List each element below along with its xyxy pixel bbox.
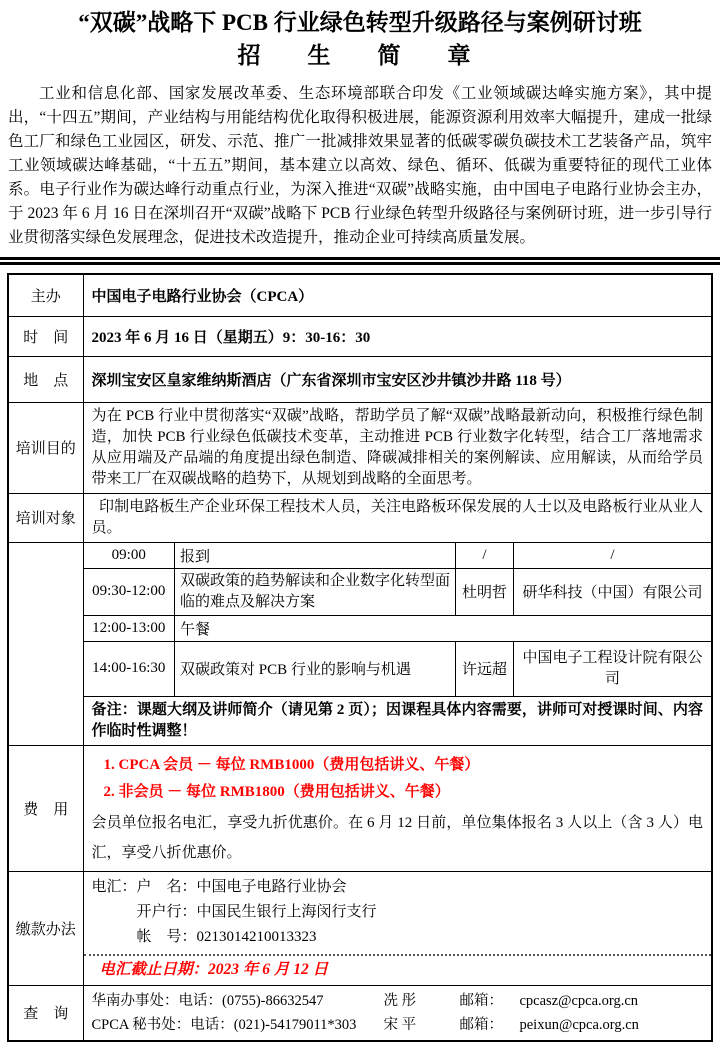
afternoon-company: 中国电子工程设计院有限公司 xyxy=(514,641,712,696)
checkin-company: / xyxy=(514,543,712,569)
schedule-row-checkin xyxy=(84,543,712,569)
row-schedule xyxy=(8,542,712,745)
dotted-separator xyxy=(84,954,712,956)
morning-time: 09:30-12:00 xyxy=(84,568,175,615)
row-fee xyxy=(8,745,712,871)
contact-line-secretariat xyxy=(92,1013,704,1037)
organizer-value: 中国电子电路行业协会（CPCA） xyxy=(83,274,712,316)
payment-value xyxy=(83,871,712,985)
organizer-label: 主办 xyxy=(8,274,83,316)
morning-speaker: 杜明哲 xyxy=(456,568,514,615)
schedule-row-note xyxy=(84,696,712,745)
fee-discount-text: 会员单位报名电汇，享受九折优惠价。在 6 月 12 日前，单位集体报名 3 人以上（含 3 人）电汇，享受八折优惠价。 xyxy=(91,814,703,861)
time-label: 时 间 xyxy=(8,316,83,356)
info-table xyxy=(7,273,713,1042)
contact-mail-label: 邮箱： xyxy=(459,992,503,1009)
schedule-host-cell xyxy=(83,542,712,745)
morning-company: 研华科技（中国）有限公司 xyxy=(514,568,712,615)
schedule-note: 备注：课题大纲及讲师简介（请见第 2 页）；因课程具体内容需要，讲师可对授课时间、内容作临时性调整！ xyxy=(84,696,712,745)
time-value: 2023 年 6 月 16 日（星期五）9：30-16：30 xyxy=(83,316,712,356)
payment-label: 缴款办法 xyxy=(8,871,83,985)
row-organizer xyxy=(8,274,712,316)
fee-member-price: 1. CPCA 会员 － 每位 RMB1000（费用包括讲义、午餐） xyxy=(103,756,480,773)
schedule-row-morning xyxy=(84,568,712,615)
afternoon-topic: 双碳政策对 PCB 行业的影响与机遇 xyxy=(175,641,456,696)
row-audience xyxy=(8,493,712,542)
contact-email: cpcasz@cpca.org.cn xyxy=(519,992,639,1009)
schedule-row-afternoon xyxy=(84,641,712,696)
row-inquiry xyxy=(8,985,712,1041)
payment-account-name: 电汇：户 名：中国电子电路行业协会 xyxy=(91,878,347,895)
fee-label: 费 用 xyxy=(8,745,83,871)
row-time xyxy=(8,316,712,356)
afternoon-speaker: 许远超 xyxy=(456,641,514,696)
checkin-time: 09:00 xyxy=(84,543,175,569)
contact-person: 宋 平 xyxy=(383,1016,417,1033)
fee-nonmember-price: 2. 非会员 － 每位 RMB1800（费用包括讲义、午餐） xyxy=(103,783,450,800)
schedule-row-lunch xyxy=(84,615,712,641)
contact-email: peixun@cpca.org.cn xyxy=(519,1016,639,1033)
contact-office-phone: 华南办事处：电话：(0755)-86632547 xyxy=(91,992,324,1009)
schedule-empty-label xyxy=(8,542,83,745)
inquiry-label: 查 询 xyxy=(8,985,83,1041)
schedule-table xyxy=(84,543,712,745)
contact-office-phone: CPCA 秘书处：电话：(021)-54179011*303 xyxy=(91,1016,357,1033)
page-subtitle: 招 生 简 章 xyxy=(237,43,483,68)
contact-mail-label: 邮箱： xyxy=(459,1016,503,1033)
location-label: 地 点 xyxy=(8,356,83,402)
payment-account-number: 帐 号：0213014210013323 xyxy=(136,928,317,945)
purpose-label: 培训目的 xyxy=(8,402,83,493)
lunch-topic: 午餐 xyxy=(175,615,712,641)
inquiry-value xyxy=(83,985,712,1041)
page-title: “双碳”战略下 PCB 行业绿色转型升级路径与案例研讨班 xyxy=(78,10,642,35)
audience-label: 培训对象 xyxy=(8,493,83,542)
row-payment xyxy=(8,871,712,985)
double-rule-divider xyxy=(0,257,720,265)
contact-person: 冼 彤 xyxy=(383,992,417,1009)
intro-paragraph: 工业和信息化部、国家发展改革委、生态环境部联合印发《工业领域碳达峰实施方案》，其中提出，“十四五”期间，产业结构与用能结构优化取得积极进展，能源资源利用效率大幅提升，建成一批绿色工厂和绿色工业园区，研发、示范、推广一批减排效果显著的低碳零碳负碳技术工艺装备产品，筑牢工业领域碳达峰基础，“十五五”期间，基本建立以高效、绿色、循环、低碳为重要特征的现代工业体系。电子行业作为碳达峰行动重点行业，为深入推进“双碳”战略实施，由中国电子电路行业协会主办，于 2023 年 6 月 16 日在深圳召开“双碳”战略下 PCB 行业绿色转型升级路径与案例研讨班，进一步引导行业贯彻落实绿色发展理念，促进技术改造提升，推动企业可持续高质量发展。 xyxy=(8,85,712,246)
contact-line-south xyxy=(92,989,704,1013)
checkin-topic: 报到 xyxy=(175,543,456,569)
row-purpose xyxy=(8,402,712,493)
payment-bank: 开户行：中国民生银行上海闵行支行 xyxy=(136,903,377,920)
purpose-value: 为在 PCB 行业中贯彻落实“双碳”战略，帮助学员了解“双碳”战略最新动向，积极推行绿色制造，加快 PCB 行业绿色低碳技术变革，主动推进 PCB 行业数字化转型，结合工厂落地需求从应用端及产品端的角度提出绿色制造、降碳减排相关的案例解读、应用解读，从而给学员带来工厂在双碳战略的趋势下，从规划到战略的全面思考。 xyxy=(83,402,712,493)
fee-value xyxy=(83,745,712,871)
morning-topic: 双碳政策的趋势解读和企业数字化转型面临的难点及解决方案 xyxy=(175,568,456,615)
lunch-time: 12:00-13:00 xyxy=(84,615,175,641)
checkin-speaker: / xyxy=(456,543,514,569)
row-location xyxy=(8,356,712,402)
payment-deadline: 电汇截止日期：2023 年 6 月 12 日 xyxy=(99,960,329,978)
audience-value: 印制电路板生产企业环保工程技术人员，关注电路板环保发展的人士以及电路板行业从业人员。 xyxy=(83,493,712,542)
location-value: 深圳宝安区皇家维纳斯酒店（广东省深圳市宝安区沙井镇沙井路 118 号） xyxy=(83,356,712,402)
afternoon-time: 14:00-16:30 xyxy=(84,641,175,696)
